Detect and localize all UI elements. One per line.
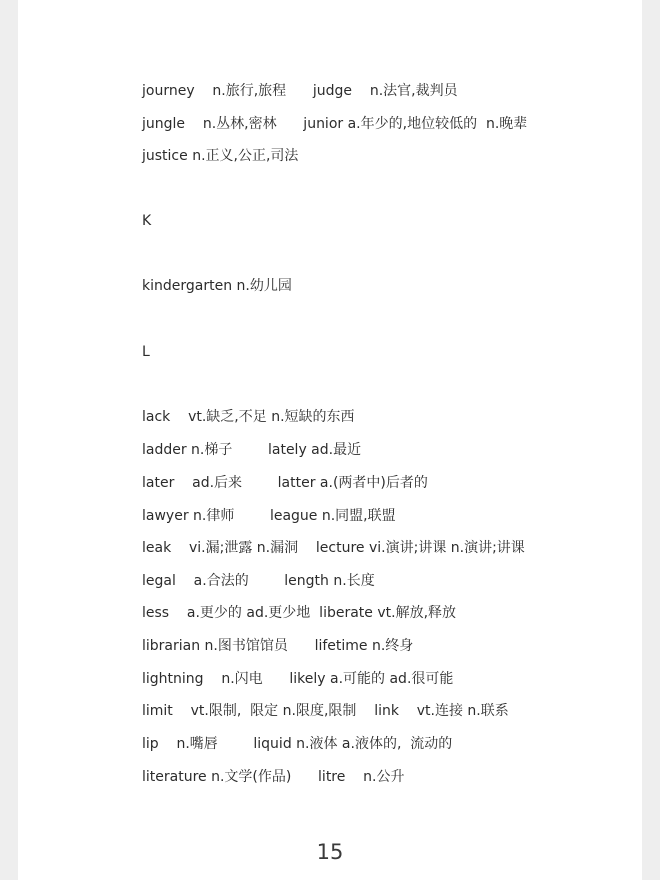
vocab-line-limit: limit vt.限制, 限定 n.限度,限制 link vt.连接 n.联系 [142, 703, 509, 719]
vocab-line-journey: journey n.旅行,旅程 judge n.法官,裁判员 [142, 83, 458, 99]
vocab-line-ladder: ladder n.梯子 lately ad.最近 [142, 442, 362, 458]
section-heading-k: K [142, 213, 152, 229]
vocab-line-leak: leak vi.漏;泄露 n.漏洞 lecture vi.演讲;讲课 n.演讲;讲课 [142, 540, 525, 556]
vocab-line-less: less a.更少的 ad.更少地 liberate vt.解放,释放 [142, 605, 457, 621]
vocab-line-justice: justice n.正义,公正,司法 [142, 148, 299, 164]
vocab-line-legal: legal a.合法的 length n.长度 [142, 573, 375, 589]
page-number: 15 [316, 840, 344, 864]
vocab-line-librarian: librarian n.图书馆馆员 lifetime n.终身 [142, 638, 414, 654]
corner-decoration [646, 858, 656, 872]
document-page [18, 0, 642, 880]
vocab-line-later: later ad.后来 latter a.(两者中)后者的 [142, 475, 428, 491]
section-heading-l: L [142, 344, 150, 360]
vocab-line-jungle: jungle n.丛林,密林 junior a.年少的,地位较低的 n.晚辈 [142, 116, 528, 132]
vocab-line-literature: literature n.文学(作品) litre n.公升 [142, 769, 405, 785]
vocab-line-lightning: lightning n.闪电 likely a.可能的 ad.很可能 [142, 671, 454, 687]
vocab-line-lack: lack vt.缺乏,不足 n.短缺的东西 [142, 409, 355, 425]
vocab-line-lip: lip n.嘴唇 liquid n.液体 a.液体的, 流动的 [142, 736, 453, 752]
vocab-line-kindergarten: kindergarten n.幼儿园 [142, 278, 292, 294]
vocab-line-lawyer: lawyer n.律师 league n.同盟,联盟 [142, 508, 396, 524]
